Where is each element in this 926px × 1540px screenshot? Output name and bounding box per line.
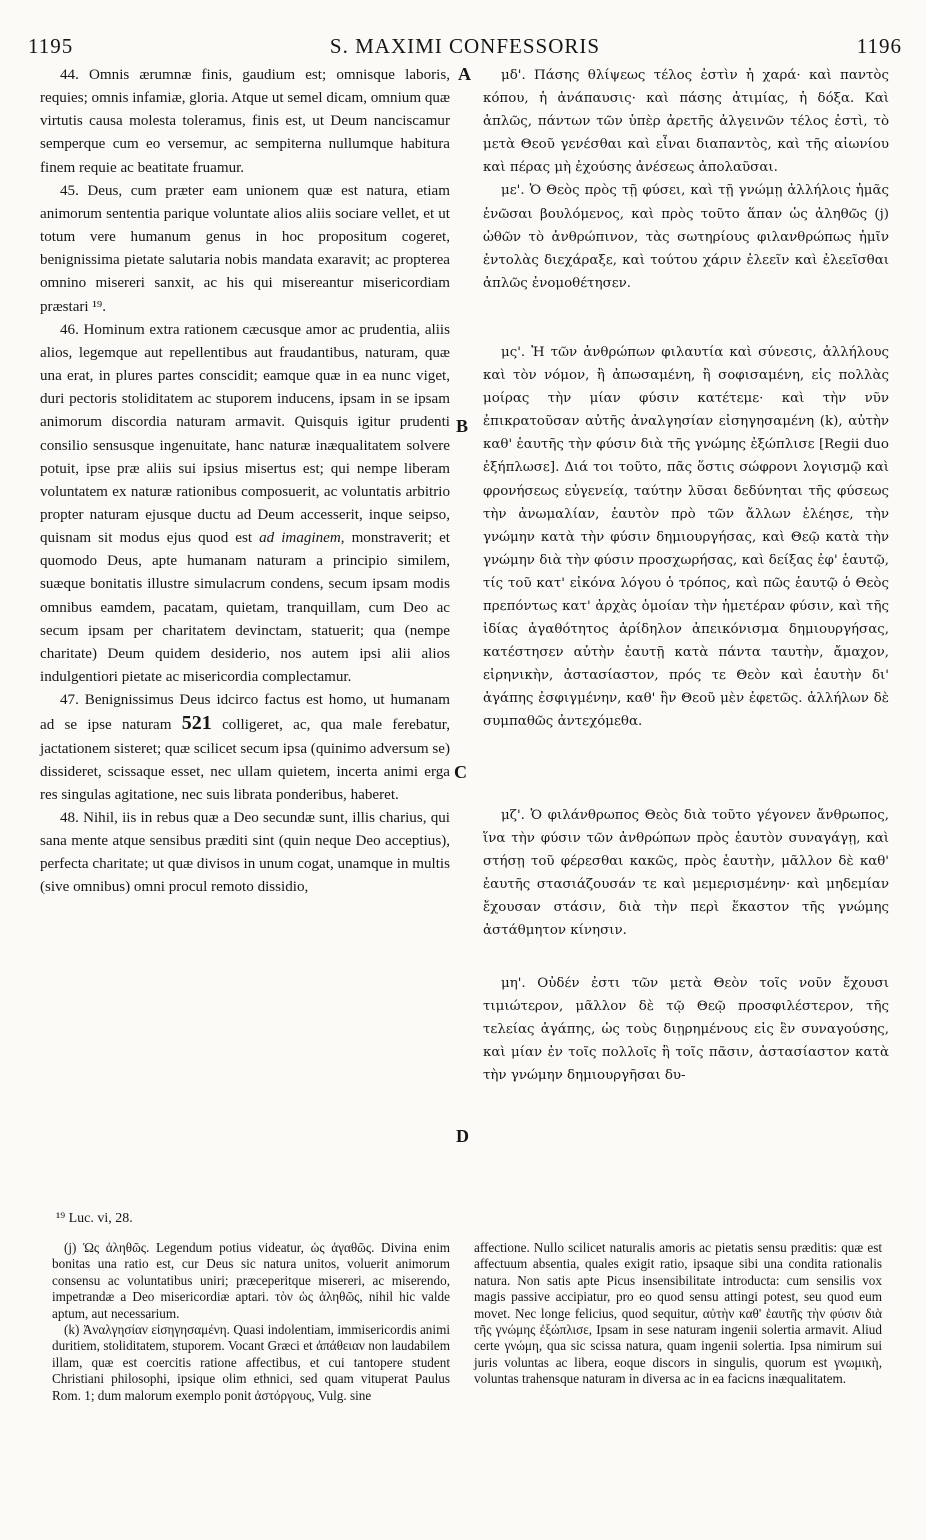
column-number: 521	[181, 712, 212, 735]
greek-spacer	[483, 734, 889, 804]
latin-italic-ad-imaginem: ad imaginem	[259, 530, 341, 547]
latin-para-47	[40, 689, 450, 807]
greek-para-46: μς'. Ἡ τῶν ἀνθρώπων φιλαυτία καὶ σύνεσις, ἀλλήλους καὶ τὸν νόμον, ἢ ἀπωσαμένη, ἢ σοφισαμένη, εἰς πολλὰς μοίρας τὴν μίαν φύσιν κατέτεμε· καὶ τὴν νῦν ἐπικρατοῦσαν αὐτῆς ἀναλγησίαν εἰσηγησαμένη (k), αὐτὴν καθ' ἑαυτῆς τὴν φύσιν διὰ τῆς γνώμης ἐξώπλισε [Regii duo ἐξήπλωσε]. Διά τοι τοῦτο, πᾶς ὅστις σώφρονι λογισμῷ καὶ φρονήσεως εὐγενείᾳ, ταύτην λῦσαι δεδύνηται τῆς φύσεως τὴν ἀνωμαλίαν, ἑαυτὸν πρὸ τῶν ἄλλων ἐλέησε, τὴν γνώμην κατὰ τὴν φύσιν δημιουργήσας, καὶ Θεῷ κατὰ τὴν γνώμην διὰ τὴν φύσιν προσχωρήσας, καὶ δείξας ἐφ' ἑαυτῷ, τίς τοῦ κατ' εἰκόνα λόγου ὁ τρόπος, καὶ πῶς ἑαυτῷ ὁ Θεὸς πρεπόντως κατ' ἀρχὰς ὁμοίαν τὴν ἡμετέραν φύσιν, καὶ τῆς ἰδίας ἀγαθότητος ἀρίδηλον ἀπεικόνισμα δημιουργήσας, κατέστησεν αὐτὴν ἑαυτῇ κατὰ πάντα ταυτὴν, ἄμαχον, εἰρηνικὴν, ἀστασίαστον, πρός τε Θεὸν καὶ ἑαυτὴν δι' ἀγάπης ἐσφιγμένην, καθ' ἣν Θεοῦ μὲν ἐφετῶς. ἀλλήλων δὲ συμπαθῶς ἀντεχόμεθα.	[483, 344, 889, 730]
footnote: ¹⁹ Luc. vi, 28.	[56, 1211, 133, 1226]
margin-letter-a: A	[458, 64, 471, 84]
greek-column	[483, 64, 889, 1088]
running-title: S. MAXIMI CONFESSORIS	[329, 34, 601, 58]
greek-para-47: μζ'. Ὁ φιλάνθρωπος Θεὸς διὰ τοῦτο γέγονεν ἄνθρωπος, ἵνα τὴν φύσιν τῶν ἀνθρώπων πρὸς ἑαυτὸν συναγάγῃ, καὶ στήσῃ τοῦ φέρεσθαι κακῶς, πρὸς ἑαυτὴν, μᾶλλον δὲ καθ' ἑαυτῆς στασιάζουσάν τε καὶ μεμερισμένην· καὶ μηδεμίαν ἔχουσαν στάσιν, διὰ τὴν περὶ ἕκαστον τῆς γνώμης ἀστάθμητον κίνησιν.	[483, 807, 889, 938]
latin-para-45: 45. Deus, cum præter eam unionem quæ est naturа, etiam animorum sententia parique voluntate alios aliis sociare vellet, et ut totum vere humanum genus in hoc propositum cogeret, benignissima pietate salutaria nobis mandata exaravit; ac propterea omnino misereri sanxit, ac his qui misereantur misericordiam præstari ¹⁹.	[40, 182, 450, 315]
latin-para-47-part2: colligeret, ac, qua male ferebatur, jactationem sisteret; quæ scilicet secum ipsa (quinimo adversum se) dissideret, scissaque esset, nec ullam quietem, incerta animi erga res singulas agitatione, nec suis librata ponderibus, haberet.	[40, 717, 451, 803]
latin-para-48: 48. Nihil, iis in rebus quæ a Deo secundæ sunt, illis charius, qui sana mente atque sensibus præditi sint (quin neque Deo acceptius), perfecta charitate; ut quæ divisos in unum cogat, unamque in multis (sive omnibus) omni procul remoto dissidio,	[40, 810, 450, 896]
greek-para-44: μδ'. Πάσης θλίψεως τέλος ἐστὶν ἡ χαρά· καὶ παντὸς κόπου, ἡ ἀνάπαυσις· καὶ πάσης ἀτιμίας, ἡ δόξα. Καὶ ἁπλῶς, πάντων τῶν ὑπὲρ ἀρετῆς ἀλγεινῶν τέλος ἐστὶ, τὸ μετὰ Θεοῦ γενέσθαι καὶ εἶναι διαπαντὸς, καὶ τῆς αἰωνίου καὶ πέρας μὴ ἐχούσης ἀνέσεως ἀπολαῦσαι.	[483, 68, 889, 176]
margin-letter-b: B	[456, 416, 469, 436]
greek-para-45: με'. Ὁ Θεὸς πρὸς τῇ φύσει, καὶ τῇ γνώμῃ ἀλλήλοις ἡμᾶς ἑνῶσαι βουλόμενος, καὶ πρὸς τοῦτο ἅπαν ὡς ἀληθῶς (j) ὠθῶν τὸ ἀνθρώπινον, τὰς σωτηρίους φιλανθρώπως ἡμῖν ἐντολὰς διεχάραξε, καὶ τούτου χάριν ἐλεεῖν καὶ ἐλεεῖσθαι ἁπλῶς ἐνομοθέτησεν.	[483, 183, 889, 291]
latin-column	[40, 64, 450, 900]
latin-para-46	[40, 319, 450, 690]
greek-spacer	[483, 942, 889, 972]
notes-left-column	[52, 1240, 450, 1404]
greek-para-48: μη'. Οὐδέν ἐστι τῶν μετὰ Θεὸν τοῖς νοῦν ἔχουσι τιμιώτερον, μᾶλλον δὲ τῷ Θεῷ προσφιλέστερον, τῆς τελείας ἀγάπης, ὡς τοὺς διῃρημένους εἰς ἓν συναγούσης, καὶ μίαν ἐν τοῖς πολλοῖς ἢ τοῖς πᾶσιν, ἀστασίαστον κατὰ τὴν γνώμην δημιουργῆσαι δυ-	[483, 976, 889, 1084]
note-k: (k) Ἀναλγησίαν εἰσηγησαμένη. Quasi indolentiam, immisericordis animi duritiem, stoliditatem, stuporem. Vocant Græci et ἀπάθειαν non laudabilem illam, quæ est coercitis ratione affectibus, et cui tantopere student Christiani philosophi, ipsique olim ethnici, sed quam vituperat Paulus Rom. 1; dum malorum exemplo ponit ἀστόργους, Vulg. sine	[52, 1322, 450, 1403]
page-number-right: 1196	[856, 34, 902, 58]
latin-para-46-part1: 46. Hominum extra rationem cæcusque amor ac prudentia, aliis alios, legemque aut repellentibus aut fraudantibus, naturam, quæ una erat, in plures partes conscidit; eamque quæ in ea nunc viget, duri pectoris stoliditatem ac stuporem inducens, ipsam in se ipsam animorum discordia naturam armavit. Quisquis igitur prudenti consilio sensusque ingenuitate, hanc naturæ inæqualitatem solvere potuit, ipse præ aliis sui ipsius misertus est; qui nempe liberam voluntatem ex naturæ rationibus composuerit, ac voluntatis arbitrio propter naturam ejusque ductu ad Deum accesserit, inque seipso, quisnam sit modus ejus quod est	[40, 321, 450, 547]
greek-spacer	[483, 295, 889, 341]
page-header	[28, 34, 902, 58]
page-number-left: 1195	[28, 34, 74, 58]
note-continuation: affectione. Nullo scilicet naturalis amoris ac pietatis sensu præditis: quæ est affectuum absentia, quales exigit ratio, ipsaque sibi una condita rationalis natura. Non satis apte Picus insensibilitate introducta: cum sensilis vox magis passive accipiatur, pro eo quod sensu attingi potest, seu quod eum movet. Nec longe felicius, quod sequitur, αὐτὴν καθ' ἑαυτῆς τὴν φύσιν διὰ τῆς γνώμης ἐξώπλισε, Ipsam in sese naturam ingenii solertia armavit. Aliud certe γνώμη, qua sic scissa natura, quam ingenii solertia. Ipsa nimirum sui juris voluntas ac libera, eoque discors in singulis, quorum est γνωμικὴ, voluntas trahensque naturam in diversa ac in ea facicns inæqualitatem.	[474, 1240, 882, 1387]
note-j: (j) Ὡς ἀληθῶς. Legendum potius videatur, ὡς ἀγαθῶς. Divina enim bonitas una ratio est, cur Deus sic natura unitos, voluerit animorum consensu ac voluntatibus uniri; præceperitque misereri, ac miserendo, impetrandæ a Deo misericordiæ aptari. τὸν ὡς ἀληθῶς, nihil hic valde aptum, aut necessarium.	[52, 1240, 450, 1321]
margin-letter-c: C	[454, 762, 467, 782]
latin-para-44: 44. Omnis ærumnæ finis, gaudium est; omnisque laboris, requies; omnis infamiæ, gloria. Atque ut semel dicam, omnium quæ virtutis causa molesta toleramus, finis est, ut Deum nanciscamur semperque cum eo versemur, ac sempiterna nullumque habitura finem requie ac beatitate fruamur.	[40, 67, 450, 176]
margin-letter-d: D	[456, 1126, 469, 1146]
latin-para-47-part1: 47. Benignissimus Deus idcirco factus est homo, ut humanam ad se ipse naturam	[40, 692, 450, 734]
latin-para-46-part2: , monstraverit; et quomodo Deus, apte humanam naturam a principio similem, suæque bonitatis illustre simulacrum condens, secum ipsam modis omnibus eamdem, pacatam, quietam, tranquillam, cum Deo ac secum ipsam per charitatem devinctam, statuerit; qua (nempe charitate) Deum quidem desiderio, nos autem ipsi alii alios indulgentiori pietate ac misericordia complectamur.	[40, 530, 450, 686]
notes-right-column	[474, 1240, 882, 1388]
